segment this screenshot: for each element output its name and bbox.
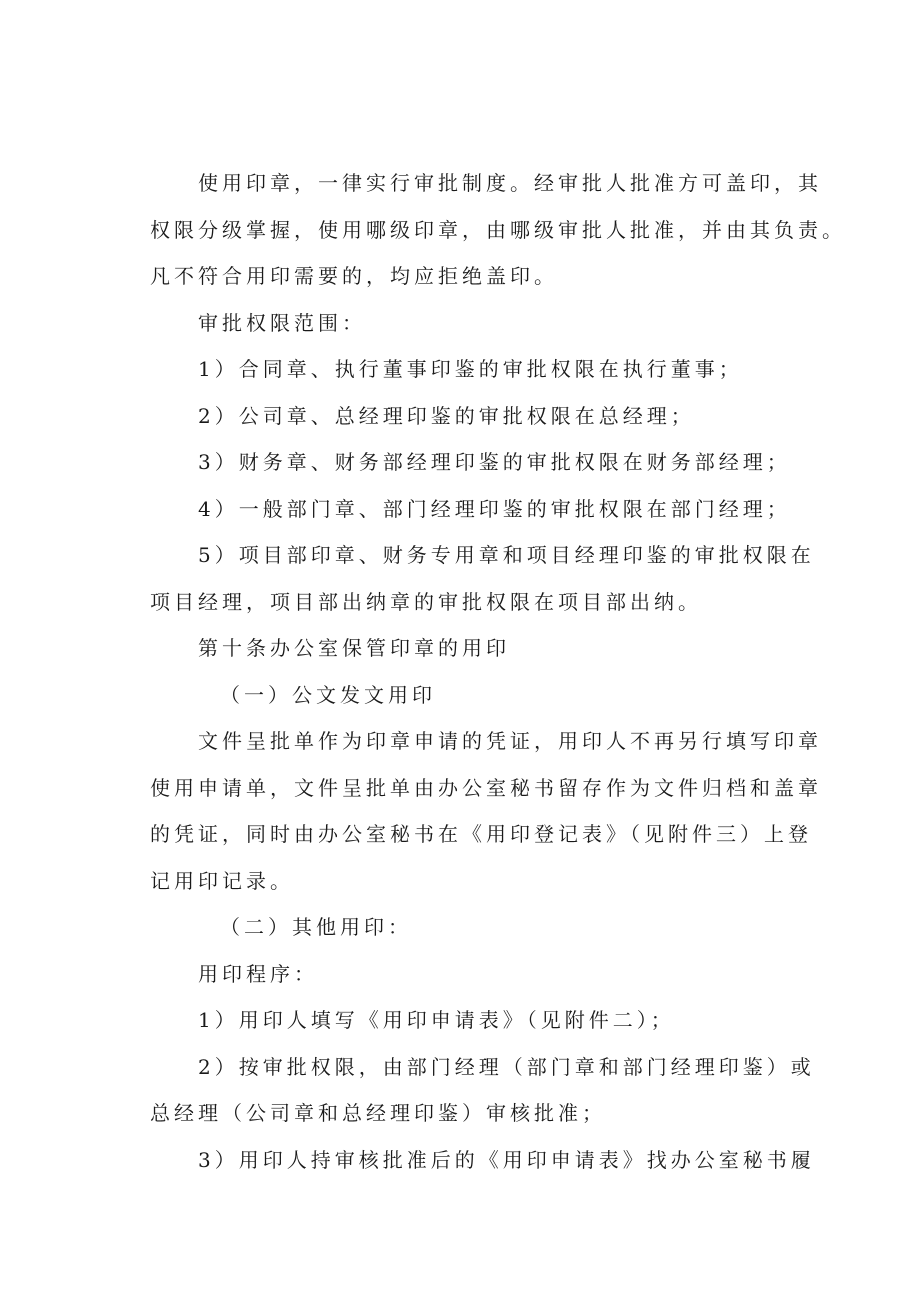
section-label: 用印程序：	[198, 961, 318, 986]
paragraph-line: 权限分级掌握，使用哪级印章，由哪级审批人批准，并由其负责。	[150, 217, 846, 242]
list-item-continuation: 项目经理，项目部出纳章的审批权限在项目部出纳。	[150, 589, 702, 614]
list-item: 2）公司章、总经理印鉴的审批权限在总经理；	[198, 403, 695, 428]
subsection-heading: （一）公文发文用印	[220, 682, 436, 707]
subsection-heading: （二）其他用印：	[220, 915, 412, 939]
list-item: 2）按审批权限，由部门经理（部门章和部门经理印鉴）或	[198, 1054, 815, 1079]
paragraph-line: 使用印章，一律实行审批制度。经审批人批准方可盖印，其	[198, 171, 822, 195]
list-item: 1）用印人填写《用印申请表》（见附件二）；	[198, 1008, 675, 1032]
paragraph-line: 使用申请单，文件呈批单由办公室秘书留存作为文件归档和盖章	[150, 775, 822, 800]
paragraph-line: 凡不符合用印需要的，均应拒绝盖印。	[150, 264, 558, 288]
list-item: 4）一般部门章、部门经理印鉴的审批权限在部门经理；	[198, 496, 791, 521]
document-body	[150, 160, 846, 1183]
list-item: 5）项目部印章、财务专用章和项目经理印鉴的审批权限在	[198, 543, 815, 567]
paragraph-line: 的凭证，同时由办公室秘书在《用印登记表》（见附件三）上登	[150, 822, 812, 846]
list-item: 1）合同章、执行董事印鉴的审批权限在执行董事；	[198, 357, 743, 381]
list-item-continuation: 总经理（公司章和总经理印鉴）审核批准；	[150, 1101, 606, 1125]
paragraph-line: 文件呈批单作为印章申请的凭证，用印人不再另行填写印章	[198, 729, 822, 753]
paragraph-line: 记用印记录。	[150, 868, 294, 893]
list-item: 3）财务章、财务部经理印鉴的审批权限在财务部经理；	[198, 450, 791, 474]
list-item: 3）用印人持审核批准后的《用印申请表》找办公室秘书履	[198, 1147, 815, 1172]
section-label: 审批权限范围：	[198, 310, 366, 335]
article-heading: 第十条办公室保管印章的用印	[198, 636, 510, 660]
